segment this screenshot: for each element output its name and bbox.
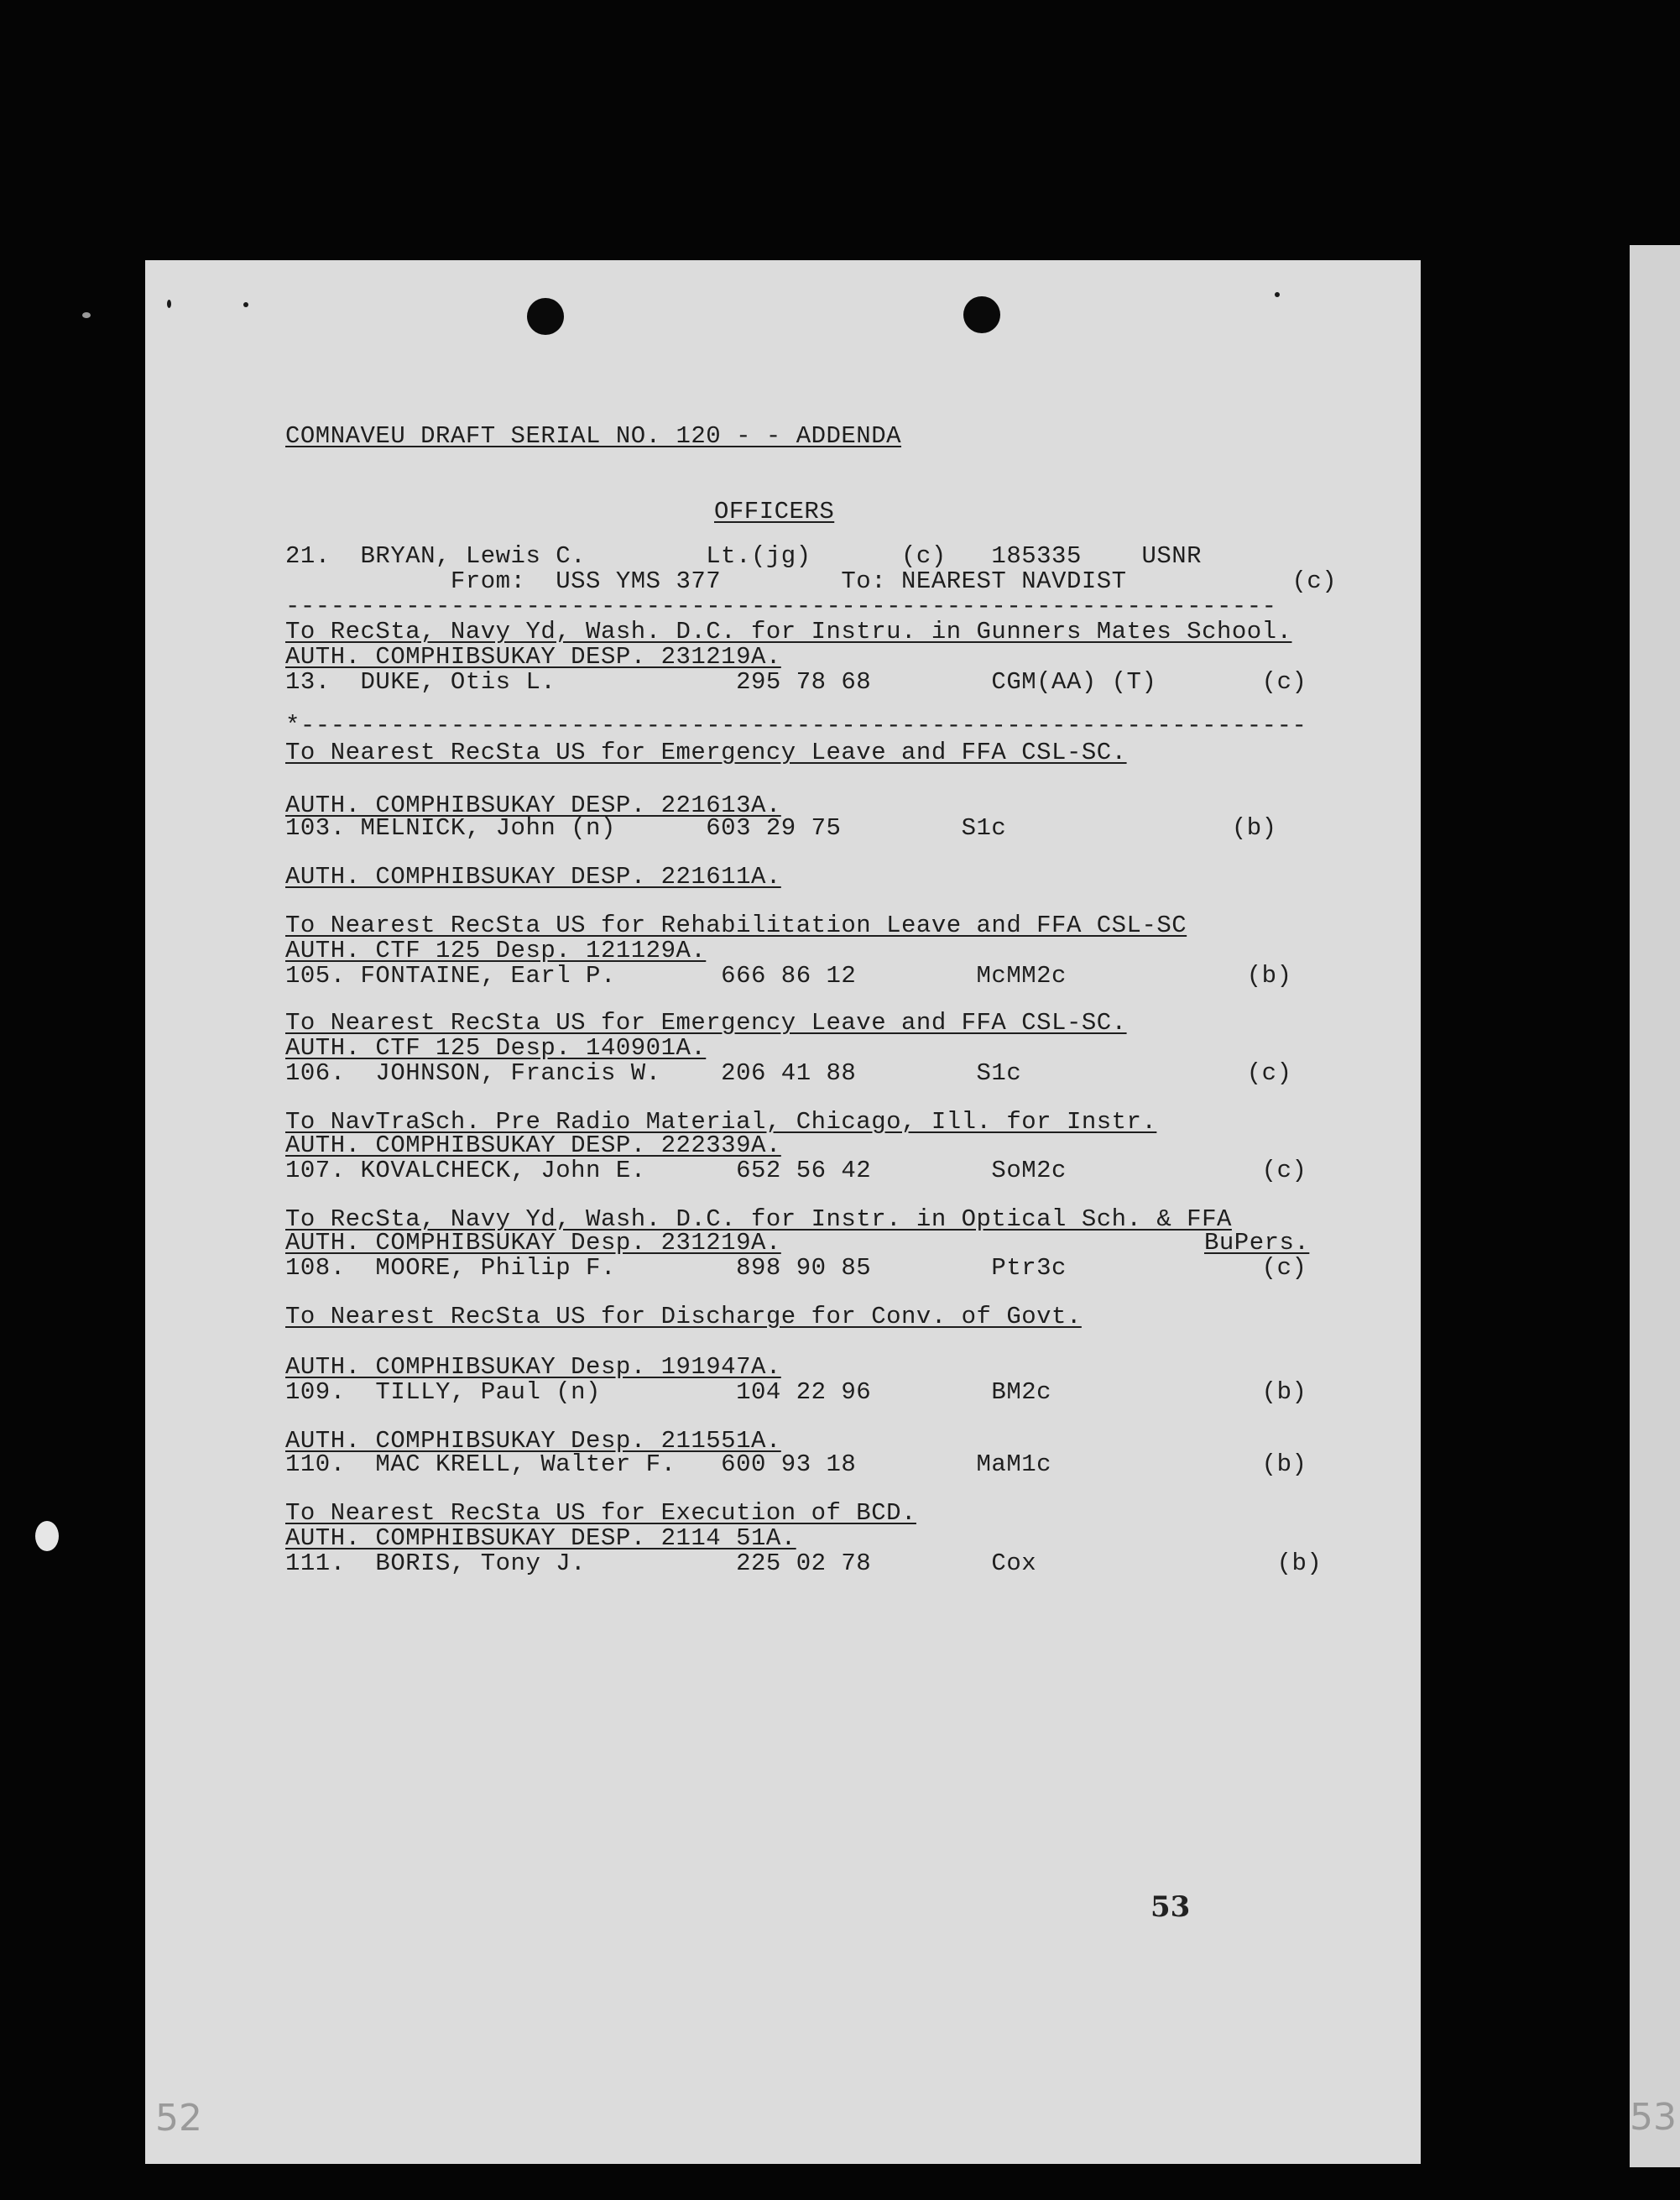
speck	[243, 302, 248, 307]
entry-line: 105. FONTAINE, Earl P. 666 86 12 McMM2c (b)	[285, 962, 1292, 990]
speck	[35, 1521, 59, 1551]
auth-line: AUTH. CTF 125 Desp. 121129A.	[285, 937, 707, 964]
entry-line: 111. BORIS, Tony J. 225 02 78 Cox (b)	[285, 1549, 1323, 1577]
punch-hole-right	[963, 296, 1000, 333]
auth-line: AUTH. COMPHIBSUKAY Desp. 211551A.	[285, 1427, 781, 1455]
instruction-line: To Nearest RecSta US for Rehabilitation Leave and FFA CSL-SC	[285, 912, 1187, 939]
instruction-line: To Nearest RecSta US for Execution of BCD.	[285, 1499, 916, 1527]
auth-line: AUTH. COMPHIBSUKAY DESP. 222339A.	[285, 1131, 781, 1159]
auth-continuation: BuPers.	[1204, 1229, 1310, 1257]
entry-line: 107. KOVALCHECK, John E. 652 56 42 SoM2c (c)	[285, 1157, 1307, 1184]
document-page	[145, 260, 1421, 2164]
instruction-line: To Nearest RecSta US for Emergency Leave and FFA CSL-SC.	[285, 739, 1127, 766]
entry-line: 21. BRYAN, Lewis C. Lt.(jg) (c) 185335 USNR	[285, 542, 1203, 570]
instruction-line: To RecSta, Navy Yd, Wash. D.C. for Instru. in Gunners Mates School.	[285, 618, 1292, 645]
section-title: OFFICERS	[714, 498, 835, 525]
auth-line: AUTH. CTF 125 Desp. 140901A.	[285, 1034, 707, 1062]
entry-line: 106. JOHNSON, Francis W. 206 41 88 S1c (c)	[285, 1059, 1292, 1087]
instruction-line: To NavTraSch. Pre Radio Material, Chicago, Ill. for Instr.	[285, 1108, 1157, 1136]
instruction-line: To RecSta, Navy Yd, Wash. D.C. for Instr. in Optical Sch. & FFA	[285, 1205, 1232, 1233]
auth-line: AUTH. COMPHIBSUKAY Desp. 191947A.	[285, 1353, 781, 1381]
instruction-line: To Nearest RecSta US for Emergency Leave and FFA CSL-SC.	[285, 1009, 1127, 1037]
auth-line: AUTH. COMPHIBSUKAY DESP. 221613A.	[285, 792, 781, 819]
divider-line: ------------------------------------------------------------------	[285, 593, 1277, 620]
instruction-line: To Nearest RecSta US for Discharge for Conv. of Govt.	[285, 1303, 1082, 1330]
divider-line: *-------------------------------------------------------------------	[285, 712, 1307, 739]
pencil-annotation: 53	[1630, 2096, 1677, 2139]
speck	[1275, 292, 1280, 297]
entry-line: 13. DUKE, Otis L. 295 78 68 CGM(AA) (T) (c)	[285, 668, 1307, 696]
auth-line: AUTH. COMPHIBSUKAY Desp. 231219A.	[285, 1229, 781, 1257]
entry-line: 110. MAC KRELL, Walter F. 600 93 18 MaM1c (b)	[285, 1450, 1307, 1478]
entry-line: 103. MELNICK, John (n) 603 29 75 S1c (b)	[285, 814, 1277, 842]
speck	[82, 312, 91, 318]
auth-line: AUTH. COMPHIBSUKAY DESP. 221611A.	[285, 863, 781, 891]
adjacent-page-edge	[1630, 245, 1680, 2167]
entry-line: From: USS YMS 377 To: NEAREST NAVDIST (c)	[285, 567, 1338, 595]
document-header: COMNAVEU DRAFT SERIAL NO. 120 - - ADDENDA	[285, 422, 902, 450]
speck	[167, 300, 171, 308]
entry-line: 109. TILLY, Paul (n) 104 22 96 BM2c (b)	[285, 1378, 1307, 1406]
auth-line: AUTH. COMPHIBSUKAY DESP. 2114 51A.	[285, 1524, 796, 1552]
entry-line: 108. MOORE, Philip F. 898 90 85 Ptr3c (c)	[285, 1254, 1307, 1282]
auth-line: AUTH. COMPHIBSUKAY DESP. 231219A.	[285, 643, 781, 671]
page-number: 53	[1150, 1890, 1191, 1924]
pencil-annotation: 52	[155, 2097, 202, 2140]
punch-hole-left	[527, 298, 564, 335]
